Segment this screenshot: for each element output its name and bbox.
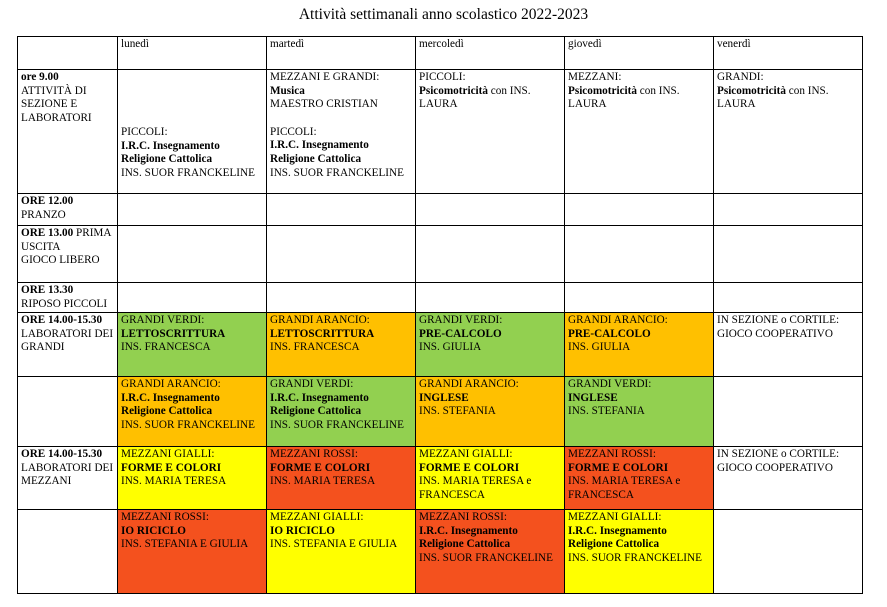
empty-cell: [416, 226, 565, 283]
empty-cell: [714, 194, 863, 226]
time-label: ORE 14.00-15.30: [21, 314, 103, 326]
time-label-cell: [18, 283, 118, 313]
activity-cell-tuesday: [267, 70, 416, 194]
empty-cell: [714, 226, 863, 283]
activity-label: I.R.C. Insegnamento Religione Cattolica: [121, 139, 220, 166]
time-label-cell: [18, 226, 118, 283]
note-line: IN SEZIONE o CORTILE:: [717, 314, 840, 326]
empty-cell: [416, 283, 565, 313]
activity-cell-thursday: [565, 377, 714, 447]
time-label-cell: [18, 447, 118, 510]
activity-cell-thursday: [565, 70, 714, 194]
teacher-label: INS. FRANCESCA: [270, 341, 360, 354]
schedule-row-first-exit: [18, 226, 863, 283]
schedule-row-grandi-labs: [18, 313, 863, 377]
group-label: GRANDI ARANCIO:: [121, 378, 221, 390]
activity-label: FORME E COLORI: [270, 461, 371, 474]
group-label: GRANDI ARANCIO:: [419, 378, 519, 390]
empty-cell: [565, 283, 714, 313]
teacher-label: LAURA: [568, 98, 607, 111]
time-label: ore 9.00: [21, 71, 59, 83]
activity-label: I.R.C. Insegnamento Religione Cattolica: [568, 524, 667, 551]
note-line: IN SEZIONE o CORTILE:: [717, 448, 840, 460]
group-label: GRANDI ARANCIO:: [270, 314, 370, 326]
note-line: GIOCO COOPERATIVO: [717, 461, 833, 474]
time-label: ORE 14.00-15.30: [21, 448, 103, 460]
group-label: GRANDI VERDI:: [419, 314, 503, 326]
teacher-label: INS. MARIA TERESA: [121, 475, 227, 488]
teacher-label: INS. STEFANIA: [568, 405, 645, 418]
activity-label: Psicomotricità: [419, 84, 488, 97]
activity-label: I.R.C. Insegnamento Religione Cattolica: [270, 391, 369, 418]
activity-label: I.R.C. Insegnamento Religione Cattolica: [419, 524, 518, 551]
activity-label: I.R.C. Insegnamento Religione Cattolica: [270, 139, 369, 165]
empty-cell: [118, 226, 267, 283]
slot-label: ATTIVITÀ DI SEZIONE E LABORATORI: [21, 84, 92, 124]
group-label: MEZZANI:: [568, 71, 622, 83]
activity-label: Musica: [270, 84, 305, 97]
time-label-cell: [18, 70, 118, 194]
teacher-label: INS. GIULIA: [568, 341, 631, 354]
activity-cell-wednesday: [416, 313, 565, 377]
activity-cell-tuesday: [267, 510, 416, 594]
time-label: ORE 12.00: [21, 195, 74, 207]
day-header-monday: lunedì: [118, 37, 267, 70]
activity-cell-tuesday: [267, 313, 416, 377]
header-empty-cell: [18, 37, 118, 70]
teacher-label: INS. GIULIA: [419, 341, 482, 354]
empty-cell: [267, 226, 416, 283]
activity-label: PRE-CALCOLO: [419, 327, 502, 340]
day-header-tuesday: martedì: [267, 37, 416, 70]
activity-cell-friday: [714, 70, 863, 194]
activity-cell-monday: [118, 447, 267, 510]
teacher-label: INS. MARIA TERESA: [270, 475, 376, 488]
teacher-label: INS. SUOR FRANCKELINE: [121, 418, 255, 431]
schedule-row-morning: [18, 70, 863, 194]
activity-cell-wednesday: [416, 70, 565, 194]
header-row: [18, 37, 863, 70]
activity-label: LETTOSCRITTURA: [121, 327, 226, 340]
empty-cell: [18, 510, 118, 594]
teacher-label: INS. FRANCESCA: [121, 341, 211, 354]
with-label: con INS.: [487, 84, 531, 97]
empty-cell: [18, 377, 118, 447]
activity-label: FORME E COLORI: [121, 461, 222, 474]
activity-cell-thursday: [565, 313, 714, 377]
slot-label: RIPOSO PICCOLI: [21, 297, 108, 310]
empty-cell: [565, 226, 714, 283]
slot-label: LABORATORI DEI MEZZANI: [21, 461, 114, 488]
teacher-label: MAESTRO CRISTIAN: [270, 98, 378, 111]
teacher-label: LAURA: [717, 98, 756, 111]
activity-label: FORME E COLORI: [419, 461, 520, 474]
weekly-schedule-table: [17, 36, 863, 594]
teacher-label: INS. SUOR FRANCKELINE: [419, 551, 553, 564]
schedule-row-grandi-labs-2: [18, 377, 863, 447]
group-label: MEZZANI ROSSI:: [270, 448, 358, 460]
schedule-row-rest: [18, 283, 863, 313]
empty-cell: [714, 510, 863, 594]
teacher-label: INS. MARIA TERESA e FRANCESCA: [419, 475, 532, 501]
time-label-cell: [18, 313, 118, 377]
teacher-label: INS. STEFANIA: [419, 405, 496, 418]
group-label: MEZZANI GIALLI:: [270, 511, 364, 523]
schedule-row-mezzani-labs-2: [18, 510, 863, 594]
activity-label: INGLESE: [419, 391, 469, 404]
activity-cell-monday: [118, 313, 267, 377]
slot-label: PRANZO: [21, 208, 66, 221]
activity-label: INGLESE: [568, 391, 618, 404]
empty-cell: [267, 194, 416, 226]
empty-cell: [714, 283, 863, 313]
group-label: GRANDI VERDI:: [121, 314, 205, 326]
with-label: con INS.: [636, 84, 680, 97]
teacher-label: INS. STEFANIA E GIULIA: [270, 538, 398, 551]
teacher-label: INS. MARIA TERESA e FRANCESCA: [568, 475, 681, 501]
activity-label: Psicomotricità: [568, 84, 637, 97]
activity-label: LETTOSCRITTURA: [270, 327, 375, 340]
group-label: PICCOLI:: [121, 126, 168, 138]
day-header-friday: venerdì: [714, 37, 863, 70]
group-label: MEZZANI ROSSI:: [419, 511, 507, 523]
teacher-label: INS. SUOR FRANCKELINE: [121, 166, 255, 179]
empty-cell: [416, 194, 565, 226]
time-label-cell: [18, 194, 118, 226]
slot-label: PRIMA USCITA: [21, 227, 111, 253]
note-line: GIOCO COOPERATIVO: [717, 327, 833, 340]
empty-cell: [565, 194, 714, 226]
group-label: MEZZANI ROSSI:: [568, 448, 656, 460]
group-label: MEZZANI GIALLI:: [568, 511, 662, 523]
teacher-label: LAURA: [419, 98, 458, 111]
slot-label: LABORATORI DEI GRANDI: [21, 327, 114, 354]
activity-cell-wednesday: [416, 447, 565, 510]
activity-label: Psicomotricità: [717, 84, 786, 97]
activity-cell-monday: [118, 70, 267, 194]
teacher-label: INS. SUOR FRANCKELINE: [270, 166, 404, 179]
empty-cell: [714, 377, 863, 447]
activity-cell-wednesday: [416, 510, 565, 594]
activity-cell-monday: [118, 377, 267, 447]
teacher-label: INS. STEFANIA E GIULIA: [121, 538, 249, 551]
activity-label: IO RICICLO: [270, 524, 335, 537]
activity-cell-friday: [714, 447, 863, 510]
activity-label: PRE-CALCOLO: [568, 327, 651, 340]
activity-cell-monday: [118, 510, 267, 594]
group-label: MEZZANI ROSSI:: [121, 511, 209, 523]
page-title: Attività settimanali anno scolastico 2022-2023: [298, 6, 589, 23]
group-label: GRANDI VERDI:: [270, 378, 354, 390]
group-label: MEZZANI GIALLI:: [419, 448, 513, 460]
time-label: ORE 13.30: [21, 284, 74, 296]
empty-cell: [267, 283, 416, 313]
slot-label: GIOCO LIBERO: [21, 254, 100, 267]
group-label: GRANDI ARANCIO:: [568, 314, 668, 326]
with-label: con INS.: [785, 84, 829, 97]
group-label: MEZZANI E GRANDI:: [270, 71, 380, 83]
group-label: GRANDI VERDI:: [568, 378, 652, 390]
activity-cell-thursday: [565, 510, 714, 594]
group-label: GRANDI:: [717, 71, 764, 83]
group-label: MEZZANI GIALLI:: [121, 448, 215, 460]
activity-cell-wednesday: [416, 377, 565, 447]
schedule-row-mezzani-labs: [18, 447, 863, 510]
activity-cell-friday: [714, 313, 863, 377]
schedule-row-lunch: [18, 194, 863, 226]
activity-cell-tuesday: [267, 377, 416, 447]
group-label: PICCOLI:: [270, 125, 317, 138]
time-label: ORE 13.00: [21, 227, 74, 239]
day-header-wednesday: mercoledì: [416, 37, 565, 70]
teacher-label: INS. SUOR FRANCKELINE: [270, 418, 404, 431]
day-header-thursday: giovedì: [565, 37, 714, 70]
activity-cell-thursday: [565, 447, 714, 510]
activity-label: I.R.C. Insegnamento Religione Cattolica: [121, 391, 220, 418]
empty-cell: [118, 283, 267, 313]
activity-cell-tuesday: [267, 447, 416, 510]
teacher-label: INS. SUOR FRANCKELINE: [568, 551, 702, 564]
group-label: PICCOLI:: [419, 71, 466, 83]
activity-label: IO RICICLO: [121, 524, 186, 537]
empty-cell: [118, 194, 267, 226]
activity-label: FORME E COLORI: [568, 461, 669, 474]
